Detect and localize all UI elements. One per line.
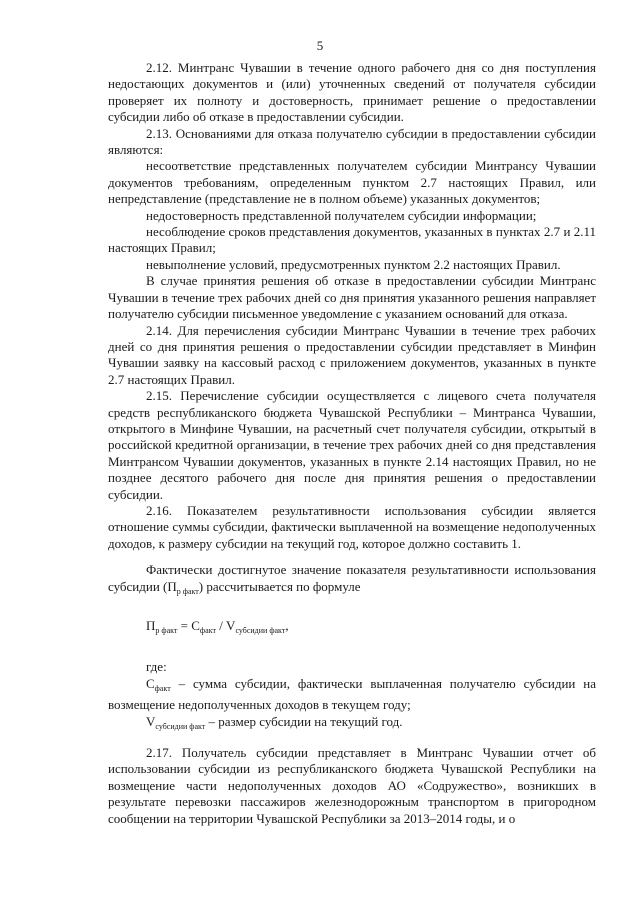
paragraph-2-14: 2.14. Для перечисления субсидии Минтранс Чувашии в течение трех рабочих дней со дня принятия решения о предоставлении субсидии представляет в Минфин Чувашии заявку на кассовый расход с приложением документов, указанных в пункте 2.7 настоящих Правил. (108, 322, 596, 387)
refusal-ground-3: несоблюдение сроков представления документов, указанных в пунктах 2.7 и 2.11 настоящих Правил; (108, 224, 596, 256)
refusal-ground-4: невыполнение условий, предусмотренных пунктом 2.2 настоящих Правил. (146, 256, 561, 272)
definition-v-text: – размер субсидии на текущий год. (205, 713, 403, 729)
paragraph-2-17: 2.17. Получатель субсидии представляет в Минтранс Чувашии отчет об использовании субсидии из республиканского бюджета Чувашской Республики на возмещение части недополученных доходов АО «Содружество», возникших в результате перевозки пассажиров железнодорожным транспортом в пригородном сообщении на территории Чувашской Республики за 2013–2014 годы, и о (108, 745, 596, 826)
paragraph-2-13: 2.13. Основаниями для отказа получателю субсидии в предоставлении субсидии являются: (108, 125, 596, 158)
definition-v-fact (108, 714, 596, 735)
definition-v-symbol: V (146, 713, 156, 729)
definition-c-sub: факт (154, 683, 171, 693)
document-body (108, 60, 596, 827)
definition-v-sub: субсидии факт (155, 721, 206, 731)
paragraph-2-16: 2.16. Показателем результативности использования субсидии является отношение суммы субсидии, фактически выплаченной на возмещение недополученных доходов, к размеру субсидии на текущий год, которое должно составить 1. (108, 502, 596, 551)
page-number: 5 (316, 38, 324, 53)
definition-c-fact (108, 676, 596, 714)
formula-slash: / V (215, 618, 236, 633)
indicator-intro-after: ) рассчитывается по формуле (198, 578, 361, 594)
where-label: где: (146, 659, 167, 675)
refusal-notice-paragraph: В случае принятия решения об отказе в предоставлении субсидии Минтранс Чувашии в течение трех рабочих дней со дня принятия указанного решения направляет получателю субсидии письменное уведомление с указанием оснований для отказа. (108, 273, 596, 322)
formula-c-sub: факт (199, 626, 216, 635)
refusal-ground-2: недостоверность представленной получателем субсидии информации; (146, 207, 537, 223)
paragraph-2-12: 2.12. Минтранс Чувашии в течение одного рабочего дня со дня поступления недостающих документов и (или) уточненных сведений от получателя субсидии проверяет их полноту и достоверность, принимает решение о предоставлении субсидии либо об отказе в предоставлении субсидии. (108, 60, 596, 125)
definition-c-symbol: С (146, 675, 155, 691)
indicator-intro-before: Фактически достигнутое значение показателя результативности использования субсидии (П (108, 562, 596, 594)
formula-end: , (285, 618, 289, 633)
formula-lhs-sub: р факт (155, 626, 178, 635)
indicator-intro (108, 562, 596, 600)
formula (146, 618, 596, 639)
paragraph-2-15: 2.15. Перечисление субсидии осуществляется с лицевого счета получателя средств республиканского бюджета Чувашской Республики – Минтранса Чувашии, открытого в Минфине Чувашии, на расчетный счет получателя субсидии, открытый в российской кредитной организации, в течение трех рабочих дней со дня представления Минтрансом Чувашии документов, указанных в пункте 2.14 настоящих Правил, но не позднее десятого рабочего дня после дня принятия решения о предоставлении субсидии. (108, 388, 596, 502)
indicator-intro-sub: р факт (176, 586, 199, 596)
formula-lhs: П (146, 618, 156, 633)
refusal-ground-1: несоответствие представленных получателем субсидии Минтрансу Чувашии документов требованиям, определенным пунктом 2.7 настоящих Правил, или непредставление (представление не в полном объеме) указанных документов; (108, 158, 596, 207)
formula-eq: = С (177, 618, 200, 633)
definition-c-text: – сумма субсидии, фактически выплаченная получателю субсидии на возмещение недополученных доходов в текущем году; (108, 675, 596, 713)
formula-v-sub: субсидии факт (235, 626, 286, 635)
